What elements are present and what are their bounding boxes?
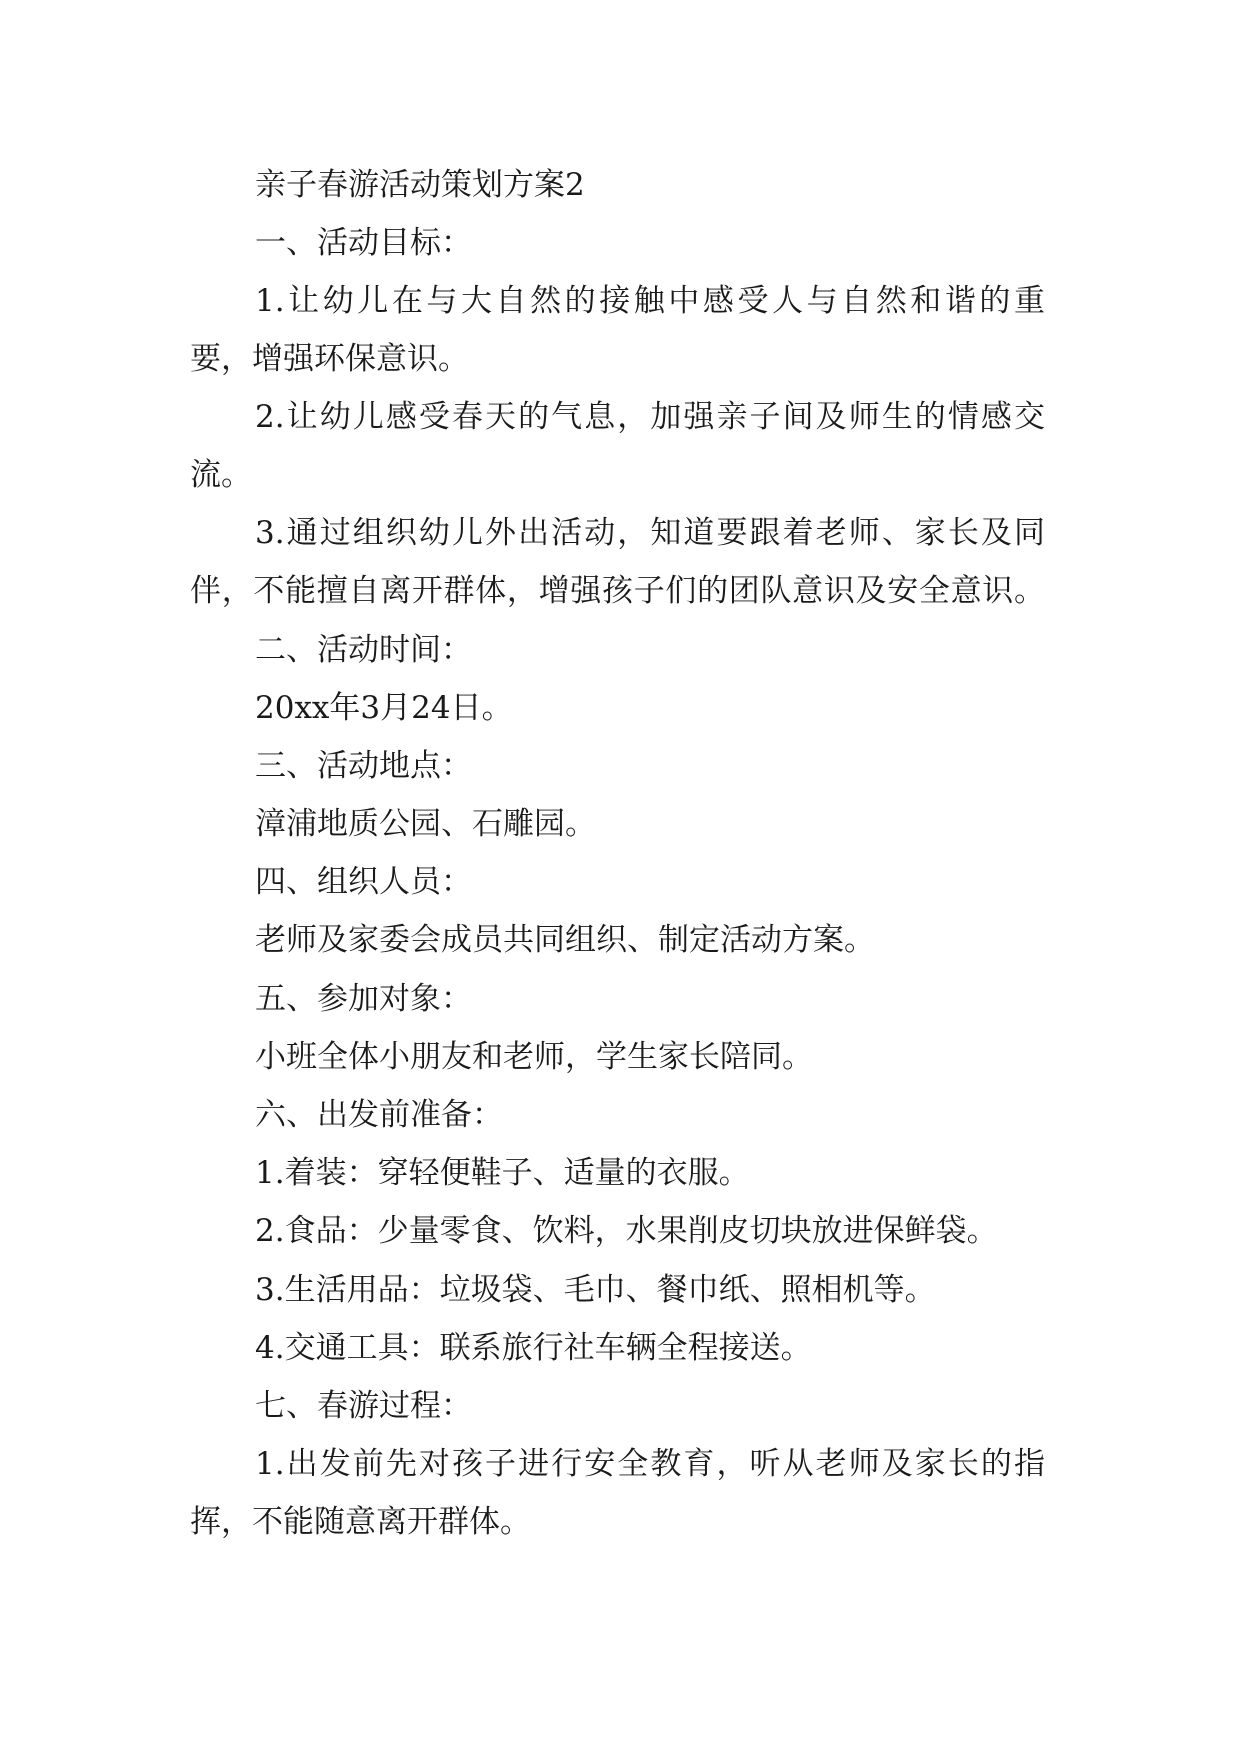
- prep-item-supplies: 3.生活用品：垃圾袋、毛巾、餐巾纸、照相机等。: [255, 1272, 936, 1308]
- section-heading-participants: 五、参加对象：: [255, 981, 472, 1017]
- activity-location: 漳浦地质公园、石雕园。: [255, 806, 596, 842]
- goal-3-line-2: 伴，不能擅自离开群体，增强孩子们的团队意识及安全意识。: [190, 573, 1045, 609]
- goal-3-line-1: 3.通过组织幼儿外出活动，知道要跟着老师、家长及同: [255, 515, 1045, 551]
- section-heading-organizers: 四、组织人员：: [255, 864, 472, 900]
- section-heading-location: 三、活动地点：: [255, 748, 472, 784]
- section-heading-process: 七、春游过程：: [255, 1388, 472, 1424]
- document-title: 亲子春游活动策划方案2: [255, 167, 585, 203]
- goal-1-line-2: 要，增强环保意识。: [190, 341, 469, 377]
- process-step-1-line-1: 1.出发前先对孩子进行安全教育，听从老师及家长的指: [255, 1446, 1045, 1482]
- activity-date: 20xx年3月24日。: [255, 690, 513, 726]
- prep-item-transport: 4.交通工具：联系旅行社车辆全程接送。: [255, 1330, 812, 1366]
- prep-item-food: 2.食品：少量零食、饮料，水果削皮切块放进保鲜袋。: [255, 1213, 998, 1249]
- goal-1-line-1: 1.让幼儿在与大自然的接触中感受人与自然和谐的重: [255, 283, 1045, 319]
- process-step-1-line-2: 挥，不能随意离开群体。: [190, 1504, 531, 1540]
- goal-2-line-1: 2.让幼儿感受春天的气息，加强亲子间及师生的情感交: [255, 399, 1045, 435]
- prep-item-clothing: 1.着装：穿轻便鞋子、适量的衣服。: [255, 1155, 750, 1191]
- section-heading-preparation: 六、出发前准备：: [255, 1097, 503, 1133]
- organizers-text: 老师及家委会成员共同组织、制定活动方案。: [255, 922, 875, 958]
- section-heading-time: 二、活动时间：: [255, 632, 472, 668]
- participants-text: 小班全体小朋友和老师，学生家长陪同。: [255, 1039, 813, 1075]
- goal-2-line-2: 流。: [190, 457, 252, 493]
- section-heading-goals: 一、活动目标：: [255, 225, 472, 261]
